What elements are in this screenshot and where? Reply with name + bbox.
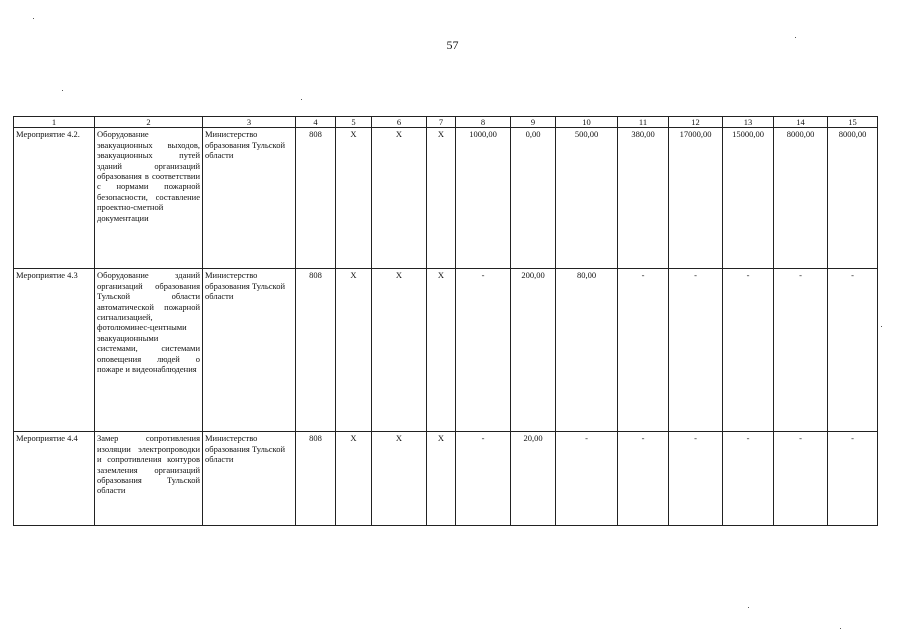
scan-speck xyxy=(33,18,34,19)
code-cell: 808 xyxy=(296,432,336,526)
description-cell: Оборудование зданий организаций образования Тульской области автоматической пожарной сигнализацией, фотолюминес-центными эвакуационными системами, системами оповещения людей о пожаре и видеонаблюдения xyxy=(95,269,203,432)
scan-speck xyxy=(840,628,841,629)
value-cell: 8000,00 xyxy=(828,128,878,269)
code-cell: 808 xyxy=(296,269,336,432)
header-cell: 6 xyxy=(372,117,427,128)
value-cell: X xyxy=(372,269,427,432)
value-cell: - xyxy=(618,269,669,432)
description-cell: Оборудование эвакуационных выходов, эвакуационных путей зданий организаций образования в соответствии с нормами пожарной безопасности, составление проектно-сметной документации xyxy=(95,128,203,269)
header-cell: 12 xyxy=(669,117,723,128)
header-cell: 10 xyxy=(556,117,618,128)
value-cell: 20,00 xyxy=(511,432,556,526)
value-cell: 1000,00 xyxy=(456,128,511,269)
header-cell: 5 xyxy=(336,117,372,128)
value-cell: 380,00 xyxy=(618,128,669,269)
value-cell: - xyxy=(774,269,828,432)
table-row xyxy=(14,269,878,432)
scan-speck xyxy=(881,326,882,327)
program-table xyxy=(13,116,878,526)
value-cell: - xyxy=(669,432,723,526)
value-cell: 17000,00 xyxy=(669,128,723,269)
value-cell: X xyxy=(372,128,427,269)
executor-cell: Министерство образования Тульской области xyxy=(203,128,296,269)
value-cell: X xyxy=(336,269,372,432)
value-cell: X xyxy=(427,432,456,526)
header-cell: 11 xyxy=(618,117,669,128)
activity-cell: Мероприятие 4.2. xyxy=(14,128,95,269)
value-cell: 15000,00 xyxy=(723,128,774,269)
value-cell: X xyxy=(336,128,372,269)
header-cell: 7 xyxy=(427,117,456,128)
value-cell: - xyxy=(723,432,774,526)
executor-cell: Министерство образования Тульской области xyxy=(203,269,296,432)
header-cell: 2 xyxy=(95,117,203,128)
value-cell: - xyxy=(618,432,669,526)
value-cell: - xyxy=(456,432,511,526)
description-cell: Замер сопротивления изоляции электропроводки и сопротивления контуров заземления организаций образования Тульской области xyxy=(95,432,203,526)
value-cell: - xyxy=(828,269,878,432)
header-cell: 13 xyxy=(723,117,774,128)
scan-speck xyxy=(748,607,749,608)
value-cell: - xyxy=(774,432,828,526)
code-cell: 808 xyxy=(296,128,336,269)
value-cell: 200,00 xyxy=(511,269,556,432)
value-cell: - xyxy=(669,269,723,432)
value-cell: 80,00 xyxy=(556,269,618,432)
value-cell: X xyxy=(372,432,427,526)
scan-speck xyxy=(62,90,63,91)
value-cell: 8000,00 xyxy=(774,128,828,269)
header-cell: 8 xyxy=(456,117,511,128)
header-row xyxy=(14,117,878,128)
activity-cell: Мероприятие 4.3 xyxy=(14,269,95,432)
value-cell: X xyxy=(336,432,372,526)
header-cell: 9 xyxy=(511,117,556,128)
value-cell: X xyxy=(427,128,456,269)
table-row xyxy=(14,128,878,269)
activity-cell: Мероприятие 4.4 xyxy=(14,432,95,526)
value-cell: - xyxy=(828,432,878,526)
table-row xyxy=(14,432,878,526)
value-cell: - xyxy=(723,269,774,432)
executor-cell: Министерство образования Тульской области xyxy=(203,432,296,526)
scan-speck xyxy=(301,99,302,100)
value-cell: 0,00 xyxy=(511,128,556,269)
header-cell: 14 xyxy=(774,117,828,128)
header-cell: 15 xyxy=(828,117,878,128)
scan-speck xyxy=(795,37,796,38)
value-cell: - xyxy=(556,432,618,526)
header-cell: 3 xyxy=(203,117,296,128)
value-cell: - xyxy=(456,269,511,432)
value-cell: X xyxy=(427,269,456,432)
value-cell: 500,00 xyxy=(556,128,618,269)
header-cell: 4 xyxy=(296,117,336,128)
header-cell: 1 xyxy=(14,117,95,128)
page-number: 57 xyxy=(446,38,459,52)
